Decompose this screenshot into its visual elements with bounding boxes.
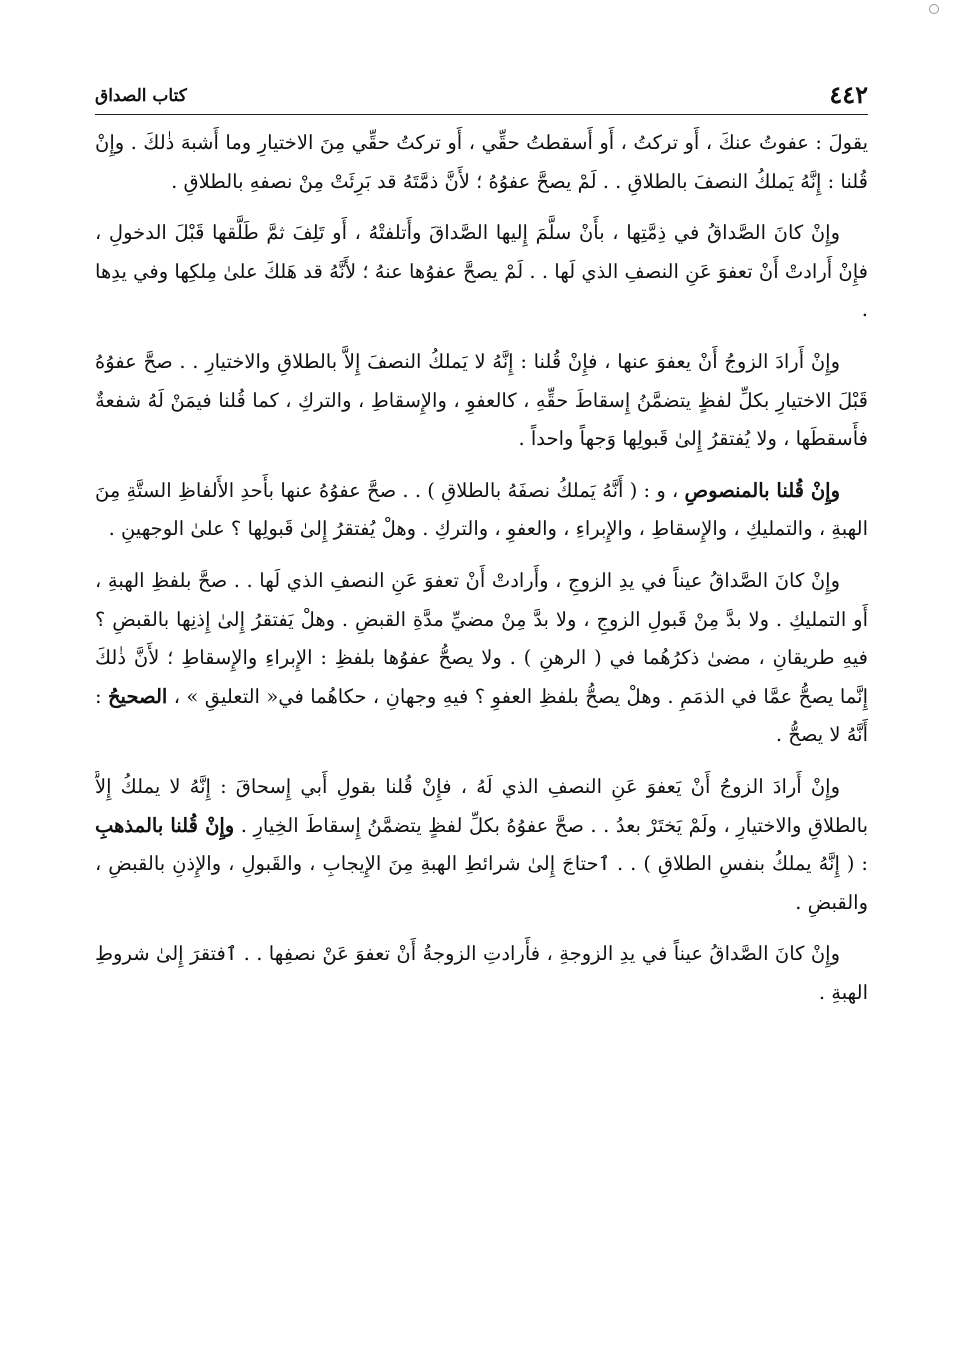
paragraph-6-text-b: : ( إِنَّهُ يملكُ بنفسِ الطلاقِ ) . . ٱحتاجَ إِلىٰ شرائطِ الهبةِ مِنَ الإِيجابِ ، والقَبولِ ، والإِذنِ بالقبضِ ، والقبضِ . — [95, 852, 868, 914]
body-text — [95, 124, 868, 1317]
paragraph-1: يقولَ : عفوتُ عنكَ ، أَو تركتُ ، أَو أَسقطتُ حقِّي ، أَو تركتُ حقِّي مِنَ الاختيارِ وما أَشبهَ ذٰلكَ . وإِنْ قُلنا : إِنَّهُ يَملكُ النصفَ بالطلاقِ . . لَمْ يصحَّ عفوُهُ ؛ لأَنَّ ذمَّتَهُ قد بَرِئَتْ مِنْ نصفهِ بالطلاقِ . — [95, 131, 868, 193]
corner-mark — [929, 4, 939, 14]
paragraph-4 — [95, 472, 868, 549]
paragraph-3: وإِنْ أَرادَ الزوجُ أَنْ يعفوَ عنها ، فإِنْ قُلنا : إِنَّهُ لا يَملكُ النصفَ إِلاَّ بالطلاقِ والاختيارِ . . صحَّ عفوُهُ قَبْلَ الاختيارِ بكلِّ لفظٍ يتضمَّنُ إِسقاطَ حقِّهِ ، كالعفوِ ، والإِسقاطِ ، والتركِ ، كما قُلنا فيمَنْ لَهُ شفعةٌ فأَسقطَها ، ولا يُفتقرُ إِلىٰ قَبولِها وَجهاً واحداً . — [95, 349, 868, 451]
page-header — [95, 78, 868, 115]
bold-term-sahih: الصحيحُ — [107, 684, 168, 708]
paragraph-2: وإِنْ كانَ الصَّداقُ في ذِمَّتِها ، بأَنْ سلَّمَ إِليها الصَّداقَ وأَتلفتْهُ ، أَو تَلِفَ ثمَّ طَلَّقها قَبْلَ الدخولِ ، فإِنْ أَرادتْ أَنْ تعفوَ عَنِ النصفِ الذي لَها . . لَمْ يصحَّ عفوُها عنهُ ؛ لأَنَّهُ قد هَلكَ علىٰ مِلكِها وفي يدِها . — [95, 221, 868, 322]
page-number: ٤٤٢ — [829, 80, 868, 109]
paragraph-7: وإِنْ كانَ الصَّداقُ عيناً في يدِ الزوجةِ ، فأَرادتِ الزوجةُ أَنْ تعفوَ عَنْ نصفِها . . ٱفتقرَ إِلىٰ شروطِ الهبةِ . — [95, 942, 868, 1004]
paragraph-5-text-a: وإِنْ كانَ الصَّداقُ عيناً في يدِ الزوجِ ، وأَرادتْ أَنْ تعفوَ عَنِ النصفِ الذي لَها . . صحَّ بلفظِ الهبةِ ، أَو التمليكِ . ولا بدَّ مِنْ قَبولِ الزوجِ ، ولا بدَّ مِنْ مضيِّ مدَّةِ القبضِ . وهلْ يَفتقرُ إِلىٰ إِذنِها بالقبضِ ؟ فيهِ طريقانِ ، مضىٰ ذكرُهُما في ( الرهنِ ) . ولا يصحُّ عفوُها بلفظِ : الإِبراءِ والإِسقاطِ ؛ لأَنَّ ذٰلكَ إِنَّما يصحُّ عمَّا في الذمَمِ . وهلْ يصحُّ بلفظِ العفوِ ؟ فيهِ وجهانِ ، حكاهُما في« التعليقِ » ، — [95, 568, 868, 708]
bold-term-madhhab: وإِنْ قُلنا بالمذهبِ — [95, 813, 235, 837]
paragraph-4-text: ، و : ( أَنَّهُ يَملكُ نصفَهُ بالطلاقِ ) . . صحَّ عفوُهُ عنها بأَحدِ الأَلفاظِ الستَّةِ مِنَ الهبةِ ، والتمليكِ ، والإِسقاطِ ، والإِبراءِ ، والعفوِ ، والتركِ . وهلْ يُفتقرُ إِلىٰ قَبولِها ؟ علىٰ الوجهينِ . — [95, 478, 868, 541]
paragraph-6-text-a: وإِنْ أَرادَ الزوجُ أَنْ يَعفوَ عَنِ النصفِ الذي لَهُ ، فإِنْ قُلنا بقولِ أَبي إِسحاقَ : إِنَّهُ لا يملكُ إِلاَّ بالطلاقِ والاختيارِ ، ولَمْ يَختَرْ بعدُ . . صحَّ عفوُهُ بكلِّ لفظٍ يتضمَّنُ إِسقاطَ الخِيارِ . — [95, 774, 868, 837]
paragraph-5-text-b: : أَنَّهُ لا يصحُّ . — [95, 684, 868, 747]
running-title: كتاب الصداق — [95, 86, 187, 106]
paragraph-6 — [95, 768, 868, 922]
bold-term-mansus: وإِنْ قُلنا بالمنصوصِ — [684, 478, 840, 502]
paragraph-5 — [95, 562, 868, 755]
